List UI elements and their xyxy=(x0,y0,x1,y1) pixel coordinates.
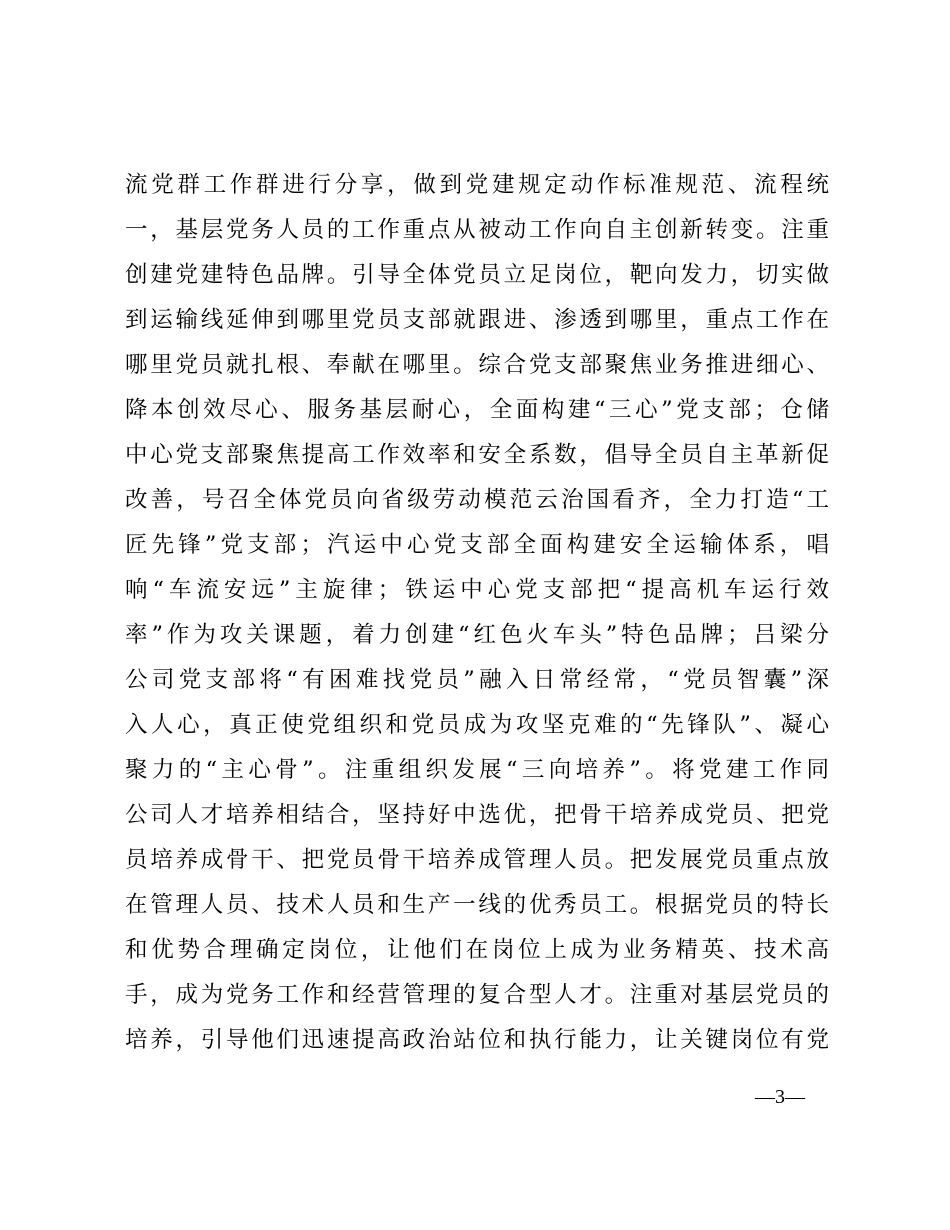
text-line: 员培养成骨干、把党员骨干培养成管理人员。把发展党员重点放 xyxy=(125,847,829,873)
text-line: 到运输线延伸到哪里党员支部就跟进、渗透到哪里，重点工作在 xyxy=(125,307,829,333)
text-line: 匠先锋”党支部；汽运中心党支部全面构建安全运输体系，唱 xyxy=(125,532,829,558)
text-line: 中心党支部聚焦提高工作效率和安全系数，倡导全员自主革新促 xyxy=(125,442,829,468)
text-line: 率”作为攻关课题，着力创建“红色火车头”特色品牌；吕梁分 xyxy=(125,622,829,648)
text-line: 创建党建特色品牌。引导全体党员立足岗位，靶向发力，切实做 xyxy=(125,262,829,288)
text-line: 一，基层党务人员的工作重点从被动工作向自主创新转变。注重 xyxy=(125,217,829,243)
text-line: 流党群工作群进行分享，做到党建规定动作标准规范、流程统 xyxy=(125,172,829,198)
body-text xyxy=(125,166,829,1066)
text-line: 聚力的“主心骨”。注重组织发展“三向培养”。将党建工作同 xyxy=(125,757,829,783)
text-line: 公司人才培养相结合，坚持好中选优，把骨干培养成党员、把党 xyxy=(125,802,829,828)
text-line: 公司党支部将“有困难找党员”融入日常经常，“党员智囊”深 xyxy=(125,667,829,693)
page-number: —3— xyxy=(755,1086,805,1108)
text-line: 和优势合理确定岗位，让他们在岗位上成为业务精英、技术高 xyxy=(125,937,829,963)
text-line: 响“车流安远”主旋律；铁运中心党支部把“提高机车运行效 xyxy=(125,577,829,603)
text-line: 手，成为党务工作和经营管理的复合型人才。注重对基层党员的 xyxy=(125,982,829,1008)
text-line: 培养，引导他们迅速提高政治站位和执行能力，让关键岗位有党 xyxy=(125,1027,829,1053)
text-line: 哪里党员就扎根、奉献在哪里。综合党支部聚焦业务推进细心、 xyxy=(125,352,829,378)
text-line: 入人心，真正使党组织和党员成为攻坚克难的“先锋队”、凝心 xyxy=(125,712,829,738)
text-line: 在管理人员、技术人员和生产一线的优秀员工。根据党员的特长 xyxy=(125,892,829,918)
text-line: 改善，号召全体党员向省级劳动模范云治国看齐，全力打造“工 xyxy=(125,487,829,513)
text-line: 降本创效尽心、服务基层耐心，全面构建“三心”党支部；仓储 xyxy=(125,397,829,423)
